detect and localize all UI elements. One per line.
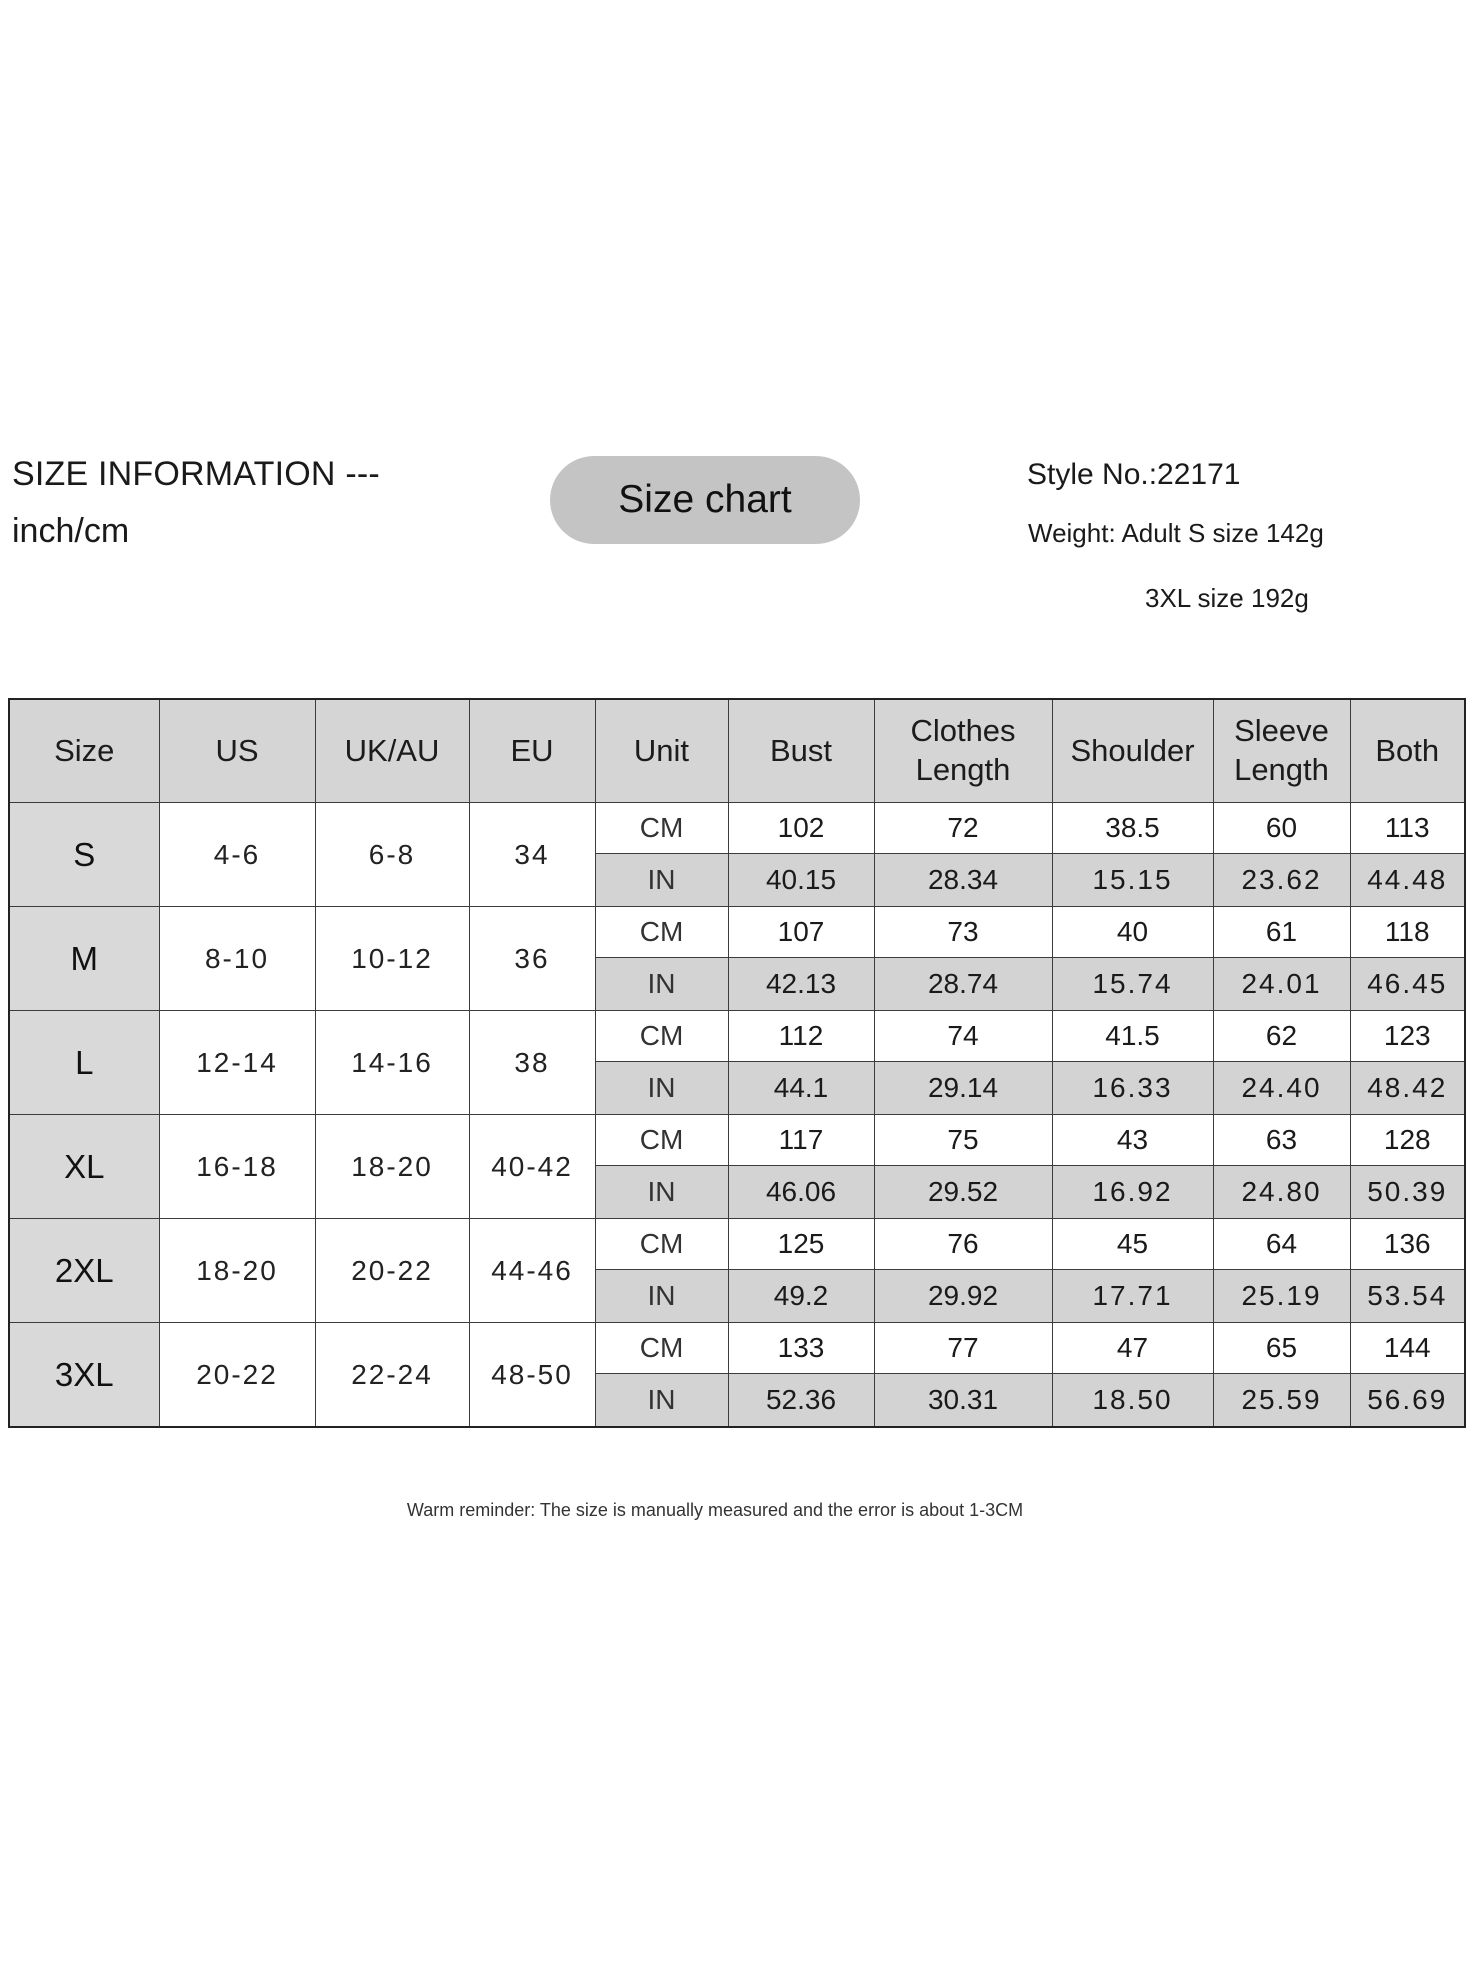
- units-label: inch/cm: [12, 512, 130, 550]
- shoulder-in: 16.92: [1052, 1166, 1213, 1219]
- sleeve-cm: 64: [1213, 1219, 1350, 1270]
- sleeve-cm: 62: [1213, 1011, 1350, 1062]
- shoulder-in: 15.74: [1052, 958, 1213, 1011]
- col-header-uk-au: UK/AU: [315, 699, 469, 803]
- col-header-unit: Unit: [595, 699, 728, 803]
- weight-3xl: 3XL size 192g: [1145, 583, 1309, 613]
- table-row: [9, 907, 1465, 958]
- header-row: [9, 699, 1465, 803]
- both-in: 44.48: [1350, 854, 1465, 907]
- both-cm: 123: [1350, 1011, 1465, 1062]
- bust-cm: 133: [728, 1323, 874, 1374]
- us-size: 4-6: [159, 803, 315, 907]
- sleeve-in: 25.59: [1213, 1374, 1350, 1428]
- table-row: [9, 1115, 1465, 1166]
- table-row: [9, 1011, 1465, 1062]
- sleeve-in: 24.01: [1213, 958, 1350, 1011]
- size-label: S: [9, 803, 159, 907]
- shoulder-in: 18.50: [1052, 1374, 1213, 1428]
- bust-in: 46.06: [728, 1166, 874, 1219]
- us-size: 18-20: [159, 1219, 315, 1323]
- length-in: 29.92: [874, 1270, 1052, 1323]
- size-information-label: SIZE INFORMATION ---: [12, 455, 380, 493]
- length-in: 28.34: [874, 854, 1052, 907]
- eu-size: 36: [469, 907, 595, 1011]
- both-cm: 144: [1350, 1323, 1465, 1374]
- style-number: Style No.:22171: [1027, 458, 1241, 491]
- shoulder-cm: 40: [1052, 907, 1213, 958]
- unit-in: IN: [595, 1374, 728, 1428]
- us-size: 12-14: [159, 1011, 315, 1115]
- uk-au-size: 6-8: [315, 803, 469, 907]
- unit-in: IN: [595, 1270, 728, 1323]
- unit-in: IN: [595, 1062, 728, 1115]
- col-header-both: Both: [1350, 699, 1465, 803]
- length-cm: 75: [874, 1115, 1052, 1166]
- bust-cm: 107: [728, 907, 874, 958]
- both-in: 46.45: [1350, 958, 1465, 1011]
- col-header-bust: Bust: [728, 699, 874, 803]
- table-row: [9, 803, 1465, 854]
- unit-in: IN: [595, 854, 728, 907]
- size-table: [8, 698, 1466, 1428]
- table-row: [9, 1219, 1465, 1270]
- length-cm: 76: [874, 1219, 1052, 1270]
- table-row: [9, 1323, 1465, 1374]
- uk-au-size: 18-20: [315, 1115, 469, 1219]
- sleeve-cm: 61: [1213, 907, 1350, 958]
- uk-au-size: 22-24: [315, 1323, 469, 1428]
- unit-cm: CM: [595, 1219, 728, 1270]
- both-cm: 136: [1350, 1219, 1465, 1270]
- us-size: 20-22: [159, 1323, 315, 1428]
- length-in: 29.14: [874, 1062, 1052, 1115]
- unit-in: IN: [595, 958, 728, 1011]
- sleeve-cm: 63: [1213, 1115, 1350, 1166]
- size-label: XL: [9, 1115, 159, 1219]
- uk-au-size: 14-16: [315, 1011, 469, 1115]
- sleeve-in: 25.19: [1213, 1270, 1350, 1323]
- shoulder-in: 17.71: [1052, 1270, 1213, 1323]
- bust-in: 42.13: [728, 958, 874, 1011]
- bust-cm: 125: [728, 1219, 874, 1270]
- col-header-shoulder: Shoulder: [1052, 699, 1213, 803]
- uk-au-size: 20-22: [315, 1219, 469, 1323]
- bust-in: 49.2: [728, 1270, 874, 1323]
- length-cm: 72: [874, 803, 1052, 854]
- size-label: 3XL: [9, 1323, 159, 1428]
- shoulder-cm: 38.5: [1052, 803, 1213, 854]
- both-cm: 113: [1350, 803, 1465, 854]
- length-cm: 77: [874, 1323, 1052, 1374]
- bust-cm: 117: [728, 1115, 874, 1166]
- both-in: 48.42: [1350, 1062, 1465, 1115]
- unit-cm: CM: [595, 1323, 728, 1374]
- col-header-eu: EU: [469, 699, 595, 803]
- eu-size: 40-42: [469, 1115, 595, 1219]
- col-header-us: US: [159, 699, 315, 803]
- col-header-clothes-length: [874, 699, 1052, 803]
- sleeve-in: 23.62: [1213, 854, 1350, 907]
- weight-adult-s: Weight: Adult S size 142g: [1028, 518, 1324, 548]
- both-in: 50.39: [1350, 1166, 1465, 1219]
- size-table-container: [8, 698, 1466, 1428]
- both-cm: 118: [1350, 907, 1465, 958]
- bust-in: 44.1: [728, 1062, 874, 1115]
- bust-in: 52.36: [728, 1374, 874, 1428]
- bust-in: 40.15: [728, 854, 874, 907]
- col-header-sleeve-length: [1213, 699, 1350, 803]
- eu-size: 48-50: [469, 1323, 595, 1428]
- sleeve-in: 24.80: [1213, 1166, 1350, 1219]
- eu-size: 34: [469, 803, 595, 907]
- us-size: 8-10: [159, 907, 315, 1011]
- length-cm: 73: [874, 907, 1052, 958]
- both-in: 56.69: [1350, 1374, 1465, 1428]
- both-in: 53.54: [1350, 1270, 1465, 1323]
- sleeve-in: 24.40: [1213, 1062, 1350, 1115]
- shoulder-in: 15.15: [1052, 854, 1213, 907]
- eu-size: 38: [469, 1011, 595, 1115]
- col-header-clothes-length-text: Clothes Length: [910, 713, 1016, 787]
- length-cm: 74: [874, 1011, 1052, 1062]
- unit-cm: CM: [595, 1115, 728, 1166]
- size-label: 2XL: [9, 1219, 159, 1323]
- bust-cm: 102: [728, 803, 874, 854]
- col-header-sleeve-length-text: Sleeve Length: [1234, 713, 1329, 787]
- length-in: 29.52: [874, 1166, 1052, 1219]
- shoulder-cm: 45: [1052, 1219, 1213, 1270]
- col-header-size: Size: [9, 699, 159, 803]
- us-size: 16-18: [159, 1115, 315, 1219]
- eu-size: 44-46: [469, 1219, 595, 1323]
- both-cm: 128: [1350, 1115, 1465, 1166]
- shoulder-cm: 43: [1052, 1115, 1213, 1166]
- size-chart-badge: [550, 456, 860, 544]
- bust-cm: 112: [728, 1011, 874, 1062]
- length-in: 30.31: [874, 1374, 1052, 1428]
- warm-reminder-note: Warm reminder: The size is manually measured and the error is about 1-3CM: [406, 1500, 1024, 1520]
- sleeve-cm: 65: [1213, 1323, 1350, 1374]
- length-in: 28.74: [874, 958, 1052, 1011]
- size-chart-title: Size chart: [618, 478, 792, 521]
- unit-cm: CM: [595, 907, 728, 958]
- unit-cm: CM: [595, 1011, 728, 1062]
- size-label: L: [9, 1011, 159, 1115]
- shoulder-in: 16.33: [1052, 1062, 1213, 1115]
- unit-cm: CM: [595, 803, 728, 854]
- sleeve-cm: 60: [1213, 803, 1350, 854]
- shoulder-cm: 47: [1052, 1323, 1213, 1374]
- size-label: M: [9, 907, 159, 1011]
- uk-au-size: 10-12: [315, 907, 469, 1011]
- unit-in: IN: [595, 1166, 728, 1219]
- shoulder-cm: 41.5: [1052, 1011, 1213, 1062]
